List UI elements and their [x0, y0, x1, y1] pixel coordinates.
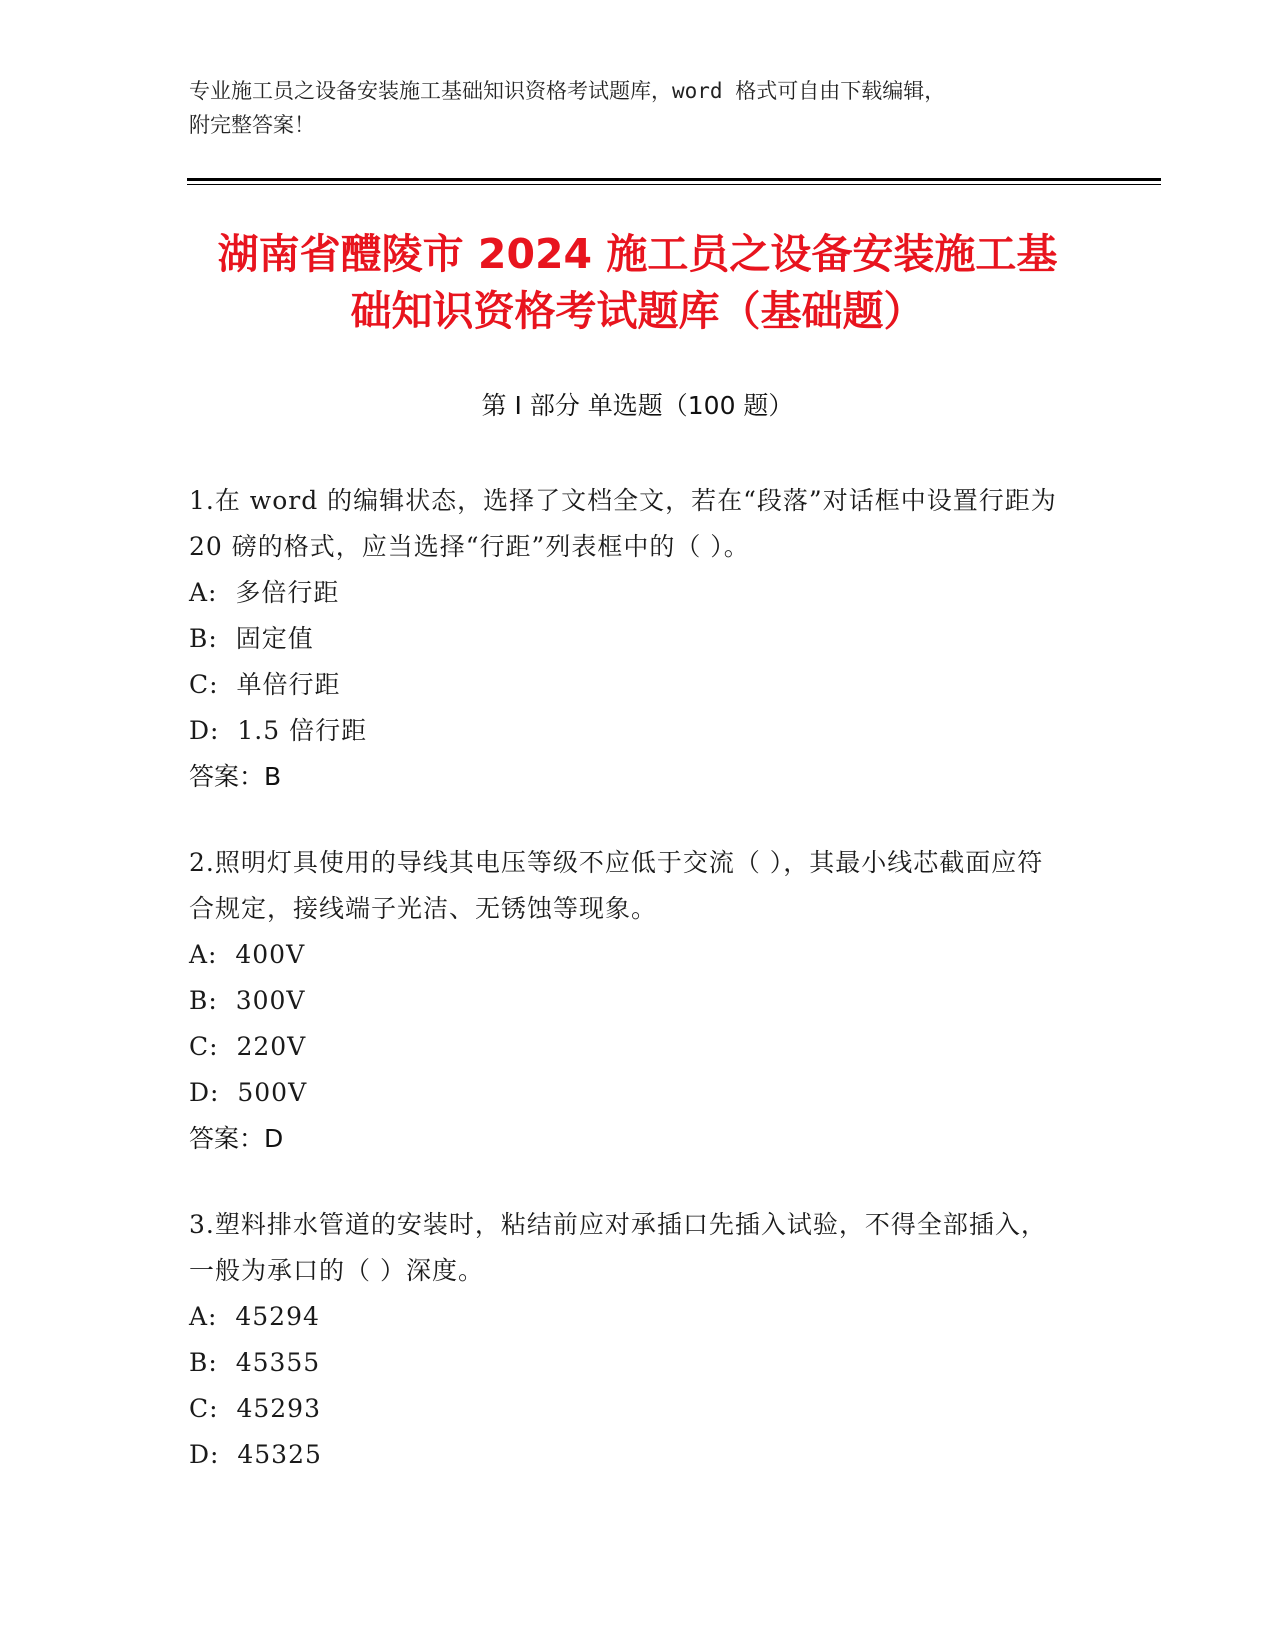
- answer-line: 答案：B: [189, 762, 282, 791]
- header-note: [189, 74, 1069, 142]
- question-stem: 1.在 word 的编辑状态，选择了文档全文，若在“段落”对话框中设置行距为 20 磅的格式，应当选择“行距”列表框中的（ ）。: [189, 486, 1057, 561]
- answer-line: 答案：D: [189, 1124, 284, 1153]
- header-rule-thick: [187, 178, 1161, 181]
- option-c: C: 45293: [189, 1394, 321, 1423]
- option-d: D: 1.5 倍行距: [189, 716, 368, 745]
- question-stem: 2.照明灯具使用的导线其电压等级不应低于交流（ ），其最小线芯截面应符合规定，接线端子光洁、无锈蚀等现象。: [189, 848, 1044, 923]
- document-title: [150, 226, 1125, 340]
- question-3: [189, 1202, 1089, 1478]
- header-note-line2: 附完整答案！: [189, 113, 315, 137]
- option-b: B: 45355: [189, 1348, 321, 1377]
- document-title-line2: 础知识资格考试题库（基础题）: [350, 287, 925, 335]
- option-b: B: 300V: [189, 986, 306, 1015]
- section-heading: 第 I 部分 单选题（100 题）: [481, 391, 794, 420]
- option-a: A: 多倍行距: [189, 578, 340, 607]
- header-rule-thin: [187, 184, 1161, 185]
- question-list: [189, 478, 1089, 1518]
- option-b: B: 固定值: [189, 624, 314, 653]
- question-2: [189, 840, 1089, 1162]
- option-c: C: 单倍行距: [189, 670, 341, 699]
- option-a: A: 45294: [189, 1302, 320, 1331]
- option-d: D: 500V: [189, 1078, 308, 1107]
- option-d: D: 45325: [189, 1440, 322, 1469]
- header-note-line1: 专业施工员之设备安装施工基础知识资格考试题库，word 格式可自由下载编辑，: [189, 79, 946, 103]
- document-title-line1: 湖南省醴陵市 2024 施工员之设备安装施工基: [217, 230, 1058, 278]
- question-stem: 3.塑料排水管道的安装时，粘结前应对承插口先插入试验，不得全部插入，一般为承口的（ ）深度。: [189, 1210, 1047, 1285]
- question-1: [189, 478, 1089, 800]
- option-a: A: 400V: [189, 940, 306, 969]
- option-c: C: 220V: [189, 1032, 307, 1061]
